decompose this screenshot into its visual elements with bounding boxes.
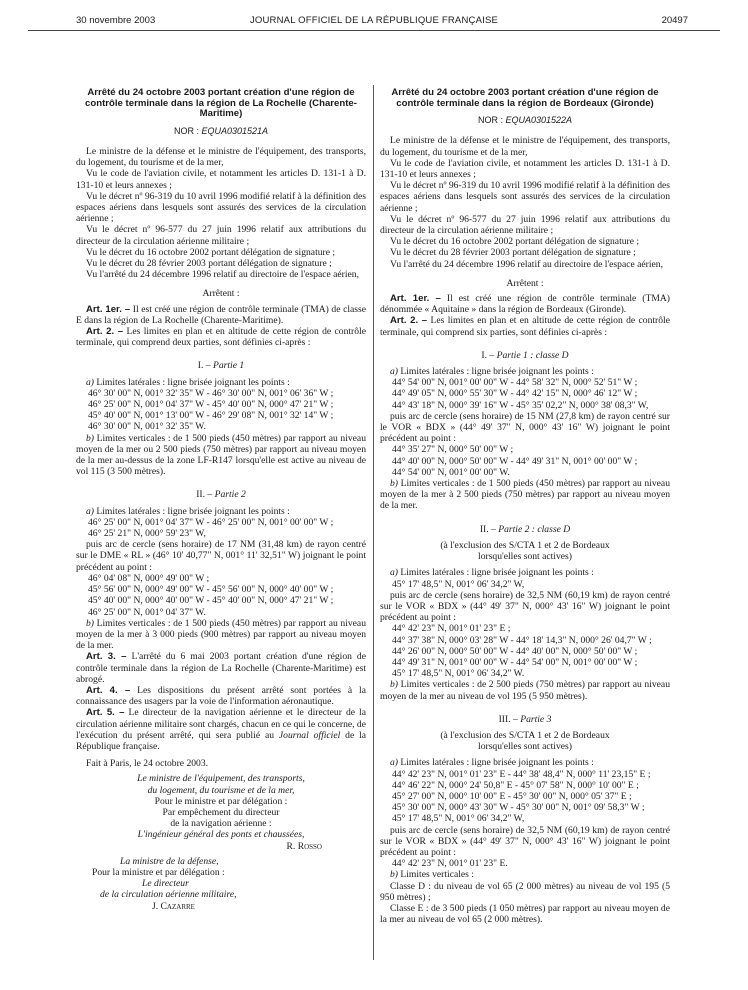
left-article-5 bbox=[76, 707, 366, 752]
right-column-arrete-bordeaux bbox=[380, 88, 670, 925]
right-part3-point-line: 44° 46' 22" N, 000° 24' 50,8" E - 45° 07' 58" N, 000° 10' 00" E ; bbox=[392, 779, 639, 791]
left-nor bbox=[76, 126, 366, 137]
right-visa: Le ministre de la défense et le ministre de l'équipement, des transports, du logement, du tourisme et de la mer, bbox=[380, 135, 670, 158]
left-part2-a-text: Limites latérales : ligne brisée joignant les points : bbox=[96, 505, 290, 517]
right-part3-a-text: Limites latérales : ligne brisée joignant les points : bbox=[400, 757, 594, 769]
left-part2-point-line: 45° 40' 00" N, 000° 40' 00" W - 45° 40' 00" N, 000° 47' 21" W ; bbox=[88, 595, 334, 607]
right-visa: Vu le décret du 28 février 2003 portant délégation de signature ; bbox=[390, 247, 636, 259]
header-date: 30 novembre 2003 bbox=[76, 15, 156, 26]
left-part1-heading bbox=[76, 360, 366, 371]
left-sig2-name: J. Cazarre bbox=[152, 900, 195, 912]
left-signature-block-2 bbox=[76, 856, 366, 912]
left-part2-point-line: 46° 25' 00" N, 001° 04' 37" W. bbox=[88, 606, 206, 618]
left-fait-a-paris: Fait à Paris, le 24 octobre 2003. bbox=[86, 758, 209, 770]
left-part2-b-text: Limites verticales : de 1 500 pieds (450 mètres) par rapport au niveau moyen de la mer à 3 000 pieds (900 mètres) par rapport au niveau moyen de la mer. bbox=[76, 617, 366, 652]
right-part3-arc: puis arc de cercle (sens horaire) de 32,5 NM (60,19 km) de rayon centré sur le VOR « BDX » (44° 49' 37" N, 000° 43' 16" W) joignant le point précédent au point : bbox=[380, 824, 670, 858]
left-part1-b bbox=[76, 433, 366, 478]
right-part2-b-label: b) bbox=[390, 679, 398, 691]
left-visa: Le ministre de la défense et le ministre de l'équipement, des transports, du logement, du tourisme et de la mer, bbox=[76, 145, 366, 169]
left-art1-text: Il est créé une région de contrôle terminale (TMA) de classe E dans la région de La Rochelle (Charente-Maritime). bbox=[76, 303, 366, 326]
left-column-arrete-la-rochelle bbox=[76, 88, 366, 912]
left-sig2-role-1: Le directeur bbox=[142, 878, 189, 890]
left-article-4 bbox=[76, 685, 366, 707]
right-visa: Vu le code de l'aviation civile, et notamment les articles D. 131-1 à D. 131-10 et leurs annexes ; bbox=[380, 157, 670, 180]
right-part2-a-text: Limites latérales : ligne brisée joignant les points : bbox=[400, 567, 594, 579]
right-part2-exclusion: lorsqu'elles sont actives) bbox=[478, 551, 572, 563]
left-art5-label: Art. 5. – bbox=[86, 707, 125, 719]
right-part3-exclusion: (à l'exclusion des S/CTA 1 et 2 de Bordeaux bbox=[440, 729, 610, 741]
left-art1-label: Art. 1er. – bbox=[86, 303, 131, 315]
left-arretent: Arrêtent : bbox=[202, 288, 240, 300]
left-sig2-title: La ministre de la défense, bbox=[120, 855, 219, 867]
left-arrete-title: Arrêté du 24 octobre 2003 portant création d'une région de contrôle terminale dans la région de La Rochelle (Charente-Maritime) bbox=[85, 87, 357, 120]
right-part1-point-line: 44° 43' 18" N, 000° 39' 16" W - 45° 35' 02,2" N, 000° 38' 08,3" W, bbox=[392, 399, 649, 411]
right-part1-point-line: 44° 54' 00" N, 001° 00' 00" W - 44° 58' 32" N, 000° 52' 51" W ; bbox=[392, 377, 638, 389]
right-part2-point-line: 44° 42' 23" N, 001° 01' 23" E ; bbox=[392, 623, 511, 635]
right-article-2 bbox=[380, 315, 670, 337]
left-part2-num: II. – bbox=[196, 489, 213, 501]
left-signature-block-1 bbox=[76, 773, 366, 851]
right-part3-exclusion: lorsqu'elles sont actives) bbox=[478, 741, 572, 753]
left-part1-point-line: 45° 40' 00" N, 001° 13' 00" W - 46° 29' 08" N, 001° 32' 14" W ; bbox=[88, 410, 334, 422]
right-part3-class-e: Classe E : de 3 500 pieds (1 050 mètres) par rapport au niveau moyen de la mer au niveau de vol 65 (2 000 mètres). bbox=[380, 902, 670, 926]
right-part1-b-label: b) bbox=[390, 478, 398, 490]
header-page-number: 20497 bbox=[661, 15, 688, 26]
left-part2-arc: puis arc de cercle (sens horaire) de 17 NM (31,48 km) de rayon centré sur le DME « RL » (46° 10' 40,77" N, 001° 11' 32,51" W) joignant le point précédent au point : bbox=[76, 539, 366, 573]
right-part2-a-label: a) bbox=[390, 567, 398, 579]
left-art5-text-2: de la République française. bbox=[76, 729, 366, 752]
right-part1-point-line: 44° 35' 27" N, 000° 50' 00" W ; bbox=[392, 444, 514, 456]
column-divider bbox=[373, 85, 374, 960]
left-nor-code: EQUA0301521A bbox=[201, 125, 269, 136]
right-visa: Vu le décret du 16 octobre 2002 portant délégation de signature ; bbox=[390, 236, 640, 248]
left-part1-a-label: a) bbox=[86, 376, 94, 388]
left-part2-point-line: 46° 25' 00" N, 001° 04' 37" W - 46° 25' 00" N, 001° 00' 00" W ; bbox=[88, 516, 334, 528]
right-part2-arc: puis arc de cercle (sens horaire) de 32,5 NM (60,19 km) de rayon centré sur le VOR « BDX » (44° 49' 37" N, 000° 43' 16" W) joignant le point précédent au point : bbox=[380, 589, 670, 624]
left-sig1-name: R. Rosso bbox=[286, 840, 322, 852]
left-part1-num: I. – bbox=[197, 360, 211, 372]
left-sig1-pour: Pour le ministre et par délégation : bbox=[154, 795, 288, 807]
left-part2-b bbox=[76, 618, 366, 652]
left-art2-text: Les limites en plan et en altitude de cette région de contrôle terminale, qui comprend deux parties, sont définies ci-après : bbox=[76, 326, 366, 349]
right-part1-a-text: Limites latérales : ligne brisée joignant les points : bbox=[400, 366, 594, 378]
right-part1-arc: puis arc de cercle (sens horaire) de 15 NM (27,8 km) de rayon centré sur le VOR « BDX » (44° 49' 37" N, 000° 43' 16" W) joignant le point précédent au point : bbox=[380, 410, 670, 445]
right-part3-title: Partie 3 bbox=[520, 713, 552, 725]
left-visa: Vu le code de l'aviation civile, et notamment les articles D. 131-1 à D. 131-10 et leurs annexes ; bbox=[76, 168, 366, 191]
left-sig2-pour: Pour la ministre et par délégation : bbox=[92, 866, 225, 878]
right-part3-b-label: b) bbox=[390, 869, 398, 881]
running-header bbox=[28, 14, 720, 31]
left-art5-text-1: Le directeur de la navigation aérienne et le directeur de la circulation aérienne militaire sont chargés, chacun en ce qui le concerne, de l'exécution du présent arrêté, qui sera publié au bbox=[76, 707, 366, 741]
left-part1-a-text: Limites latérales : ligne brisée joignant les points : bbox=[96, 376, 290, 388]
right-part2-heading bbox=[380, 524, 670, 535]
left-part2-a-label: a) bbox=[86, 505, 94, 517]
left-sig1-line: du logement, du tourisme et de la mer, bbox=[147, 784, 295, 796]
right-visas bbox=[380, 135, 670, 269]
right-part3-point-line: 45° 27' 00" N, 000° 10' 00" E - 45° 30' 00" N, 000° 05' 37" E ; bbox=[392, 790, 632, 802]
right-visa: Vu le décret nº 96-577 du 27 juin 1996 relatif aux attributions du directeur de la circulation aérienne militaire ; bbox=[380, 213, 670, 237]
right-part1-point-line: 44° 40' 00" N, 000° 50' 00" W - 44° 49' 31" N, 001° 00' 00" W ; bbox=[392, 455, 638, 467]
left-visa: Vu le décret nº 96-319 du 10 avril 1996 modifié relatif à la définition des espaces aériens dans lesquels sont assurés des services de la circulation aérienne ; bbox=[76, 190, 367, 225]
left-art5-jo: Journal officiel bbox=[278, 729, 341, 741]
right-part3-point-line: 44° 42' 23" N, 001° 01' 23" E. bbox=[392, 858, 508, 870]
left-article-1 bbox=[76, 304, 366, 326]
left-part2-title: Partie 2 bbox=[214, 489, 246, 501]
left-visa: Vu le décret du 16 octobre 2002 portant délégation de signature ; bbox=[86, 246, 336, 258]
right-part2-a bbox=[380, 567, 670, 578]
right-nor-code: EQUA0301522A bbox=[505, 115, 573, 126]
right-part1-b bbox=[380, 478, 670, 512]
right-part3-b bbox=[380, 869, 670, 880]
left-part2-point-line: 46° 25' 21" N, 000° 59' 23" W, bbox=[88, 528, 206, 540]
right-arretent: Arrêtent : bbox=[506, 277, 544, 289]
left-art3-label: Art. 3. – bbox=[86, 651, 127, 663]
left-article-2 bbox=[76, 326, 366, 348]
left-part2-heading bbox=[76, 489, 366, 500]
left-visa: Vu le décret du 28 février 2003 portant délégation de signature ; bbox=[86, 258, 332, 270]
right-part2-point-line: 45° 17' 48,5" N, 001° 06' 34,2" W, bbox=[392, 578, 525, 590]
right-part3-heading bbox=[380, 714, 670, 725]
left-visas bbox=[76, 146, 366, 280]
left-part2-a bbox=[76, 506, 366, 517]
left-part1-point-line: 46° 30' 00" N, 001° 32' 35" W - 46° 30' 00" N, 001° 06' 36" W ; bbox=[88, 387, 334, 399]
right-part1-point-line: 44° 49' 05" N, 000° 55' 30" W - 44° 42' 15" N, 000° 46' 12" W ; bbox=[392, 388, 638, 400]
right-part2-title: Partie 2 : classe D bbox=[498, 523, 571, 535]
right-part3-a-label: a) bbox=[390, 757, 398, 769]
right-art1-label: Art. 1er. – bbox=[390, 293, 441, 305]
left-sig1-nav: de la navigation aérienne : bbox=[170, 818, 272, 830]
left-sig2-role-2: de la circulation aérienne militaire, bbox=[100, 889, 237, 901]
left-nor-label: NOR : bbox=[173, 125, 199, 136]
right-part3-point-line: 44° 42' 23" N, 001° 01' 23" E - 44° 38' 48,4" N, 000° 11' 23,15" E ; bbox=[392, 768, 651, 780]
right-part3-class-d: Classe D : du niveau de vol 65 (2 000 mètres) au niveau de vol 195 (5 950 mètres) ; bbox=[380, 880, 670, 903]
right-part2-point-line: 45° 17' 48,5" N, 001° 06' 34,2" W. bbox=[392, 668, 525, 680]
right-art1-text: Il est créé une région de contrôle terminale (TMA) dénommée « Aquitaine » dans la région de Bordeaux (Gironde). bbox=[380, 293, 670, 316]
left-part1-title: Partie 1 bbox=[213, 360, 245, 372]
right-arrete-title: Arrêté du 24 octobre 2003 portant création d'une région de contrôle terminale dans la région de Bordeaux (Gironde) bbox=[391, 87, 659, 109]
right-part2-point-line: 44° 26' 00" N, 000° 50' 00" W - 44° 40' 00" N, 000° 50' 00" W ; bbox=[392, 645, 638, 657]
right-art2-text: Les limites en plan et en altitude de cette région de contrôle terminale, qui comprend six parties, sont définies ci-après : bbox=[380, 315, 670, 338]
left-part2-point-line: 46° 04' 08" N, 000° 49' 00" W ; bbox=[88, 572, 210, 584]
right-part2-b-text: Limites verticales : de 2 500 pieds (750 mètres) par rapport au niveau moyen de la mer au niveau de vol 195 (5 950 mètres). bbox=[380, 679, 670, 702]
right-part2-point-line: 44° 37' 38" N, 000° 03' 28" W - 44° 18' 14,3" N, 000° 26' 04,7" W ; bbox=[392, 634, 652, 646]
right-nor-label: NOR : bbox=[477, 115, 503, 126]
right-part3-point-line: 45° 30' 00" N, 000° 43' 30" W - 45° 30' 00" N, 001° 09' 58,3" W ; bbox=[392, 802, 645, 814]
right-part1-a bbox=[380, 366, 670, 377]
left-part1-a bbox=[76, 377, 366, 388]
left-part2-point-line: 45° 56' 00" N, 000° 49' 00" W - 45° 56' 00" N, 000° 40' 00" W ; bbox=[88, 584, 334, 596]
left-sig1-line: Le ministre de l'équipement, des transports, bbox=[137, 773, 305, 785]
right-visa: Vu le décret nº 96-319 du 10 avril 1996 modifié relatif à la définition des espaces aériens dans lesquels sont assurés des services de la circulation aérienne ; bbox=[380, 180, 671, 214]
right-part1-heading bbox=[380, 350, 670, 361]
right-part1-point-line: 44° 54' 00" N, 001° 00' 00" W. bbox=[392, 466, 510, 478]
left-part2-b-label: b) bbox=[86, 617, 94, 629]
left-visa: Vu le décret nº 96-577 du 27 juin 1996 relatif aux attributions du directeur de la circulation aérienne militaire ; bbox=[76, 224, 366, 247]
right-article-1 bbox=[380, 293, 670, 315]
right-visa: Vu l'arrêté du 24 décembre 1996 relatif au directoire de l'espace aérien, bbox=[390, 258, 663, 270]
left-sig1-role: L'ingénieur général des ponts et chaussées, bbox=[137, 829, 305, 841]
right-part2-num: II. – bbox=[479, 523, 496, 535]
header-journal-title: JOURNAL OFFICIEL DE LA RÉPUBLIQUE FRANÇAISE bbox=[249, 15, 499, 26]
right-part2-point-line: 44° 49' 31" N, 001° 00' 00" W - 44° 54' 00" N, 001° 00' 00" W ; bbox=[392, 656, 638, 668]
left-art2-label: Art. 2. – bbox=[86, 326, 124, 338]
right-part2-exclusion: (à l'exclusion des S/CTA 1 et 2 de Bordeaux bbox=[440, 539, 610, 551]
right-part1-num: I. – bbox=[481, 349, 495, 361]
left-visa: Vu l'arrêté du 24 décembre 1996 relatif au directoire de l'espace aérien, bbox=[86, 269, 359, 281]
left-part1-point-line: 46° 25' 00" N, 001° 04' 37" W - 45° 40' 00" N, 000° 47' 21" W ; bbox=[88, 399, 334, 411]
right-nor bbox=[380, 115, 670, 126]
right-part3-point-line: 45° 17' 48,5" N, 001° 06' 34,2" W, bbox=[392, 813, 525, 825]
right-art2-label: Art. 2. – bbox=[390, 315, 428, 327]
right-part3-a bbox=[380, 757, 670, 768]
left-part1-point-line: 46° 30' 00" N, 001° 32' 35" W. bbox=[88, 421, 206, 433]
left-art4-text: Les dispositions du présent arrêté sont portées à la connaissance des usagers par la voie de l'information aéronautique. bbox=[76, 684, 366, 708]
left-part1-b-text: Limites verticales : de 1 500 pieds (450 mètres) par rapport au niveau moyen de la mer ou 2 500 pieds (750 mètres) par rapport au niveau moyen de la mer au-dessus de la zone LF-R147 lorsqu'elle est active au niveau de vol 115 (3 500 mètres). bbox=[76, 432, 366, 478]
left-part1-b-label: b) bbox=[86, 432, 94, 444]
right-part2-b bbox=[380, 679, 670, 701]
right-part1-title: Partie 1 : classe D bbox=[496, 349, 569, 361]
left-article-3 bbox=[76, 651, 366, 685]
right-part3-num: III. – bbox=[498, 713, 518, 725]
left-art4-label: Art. 4. – bbox=[86, 684, 131, 696]
left-sig1-empechement: Par empêchement du directeur bbox=[162, 806, 280, 818]
right-part1-a-label: a) bbox=[390, 366, 398, 378]
right-part1-b-text: Limites verticales : de 1 500 pieds (450 mètres) par rapport au niveau moyen de la mer à 2 500 pieds (750 mètres) par rapport au niveau moyen de la mer. bbox=[380, 478, 670, 512]
right-part3-b-text: Limites verticales : bbox=[400, 869, 474, 881]
left-art3-text: L'arrêté du 6 mai 2003 portant création d'une région de contrôle terminale dans la région de La Rochelle (Charente-Maritime) est abrogé. bbox=[76, 651, 366, 685]
